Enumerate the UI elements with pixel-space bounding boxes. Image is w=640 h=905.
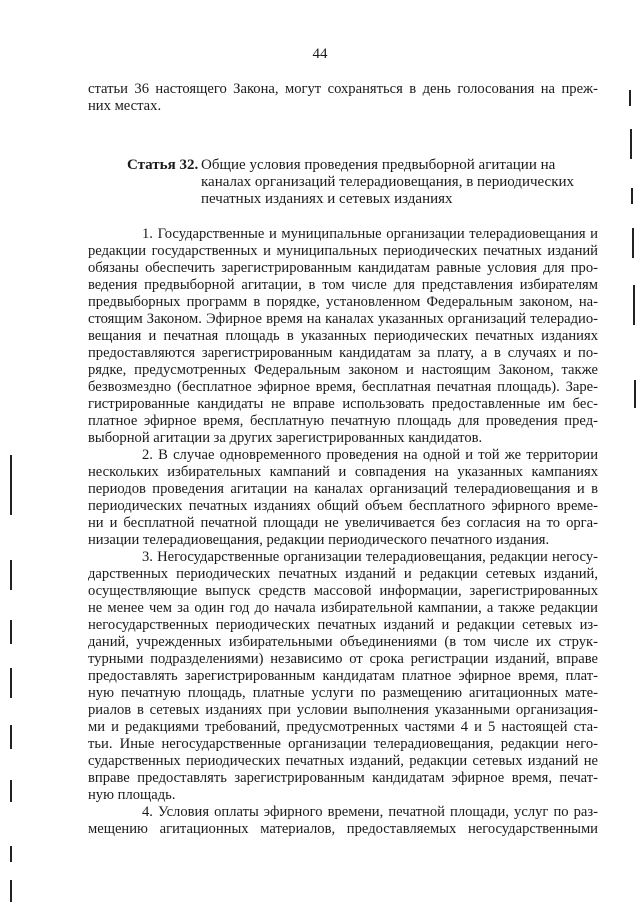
body-line: мещению агитационных материалов, предоставляемых негосударственными [88, 821, 598, 837]
body-line: редакции государственных и муниципальных периодических печатных изданий [88, 243, 598, 259]
body-line: предоставлять зарегистрированным кандидатам платное эфирное время, плат- [88, 668, 598, 684]
body-line: вправе предоставлять зарегистрированным кандидатам эфирное время, печат- [88, 770, 598, 786]
body-line: турными подразделениями) независимо от срока регистрации изданий, вправе [88, 651, 598, 667]
body-line: вещания и печатная площадь в указанных периодических печатных изданиях [88, 328, 598, 344]
margin-mark [10, 725, 12, 749]
margin-mark [631, 188, 633, 204]
margin-mark [629, 90, 631, 106]
margin-mark [10, 455, 12, 515]
body-line: ную площадь. [88, 787, 176, 803]
body-line: ми и редакциями требований, предусмотренных частями 4 и 5 настоящей ста- [88, 719, 598, 735]
margin-mark [634, 380, 636, 408]
article-title-line-1: Общие условия проведения предвыборной агитации на [201, 157, 556, 173]
body-line: выборной агитации за других зарегистрированных кандидатов. [88, 430, 483, 446]
page-number: 44 [312, 46, 328, 62]
body-line: риалов в сетевых изданиях при условии выполнения указанными организация- [88, 702, 598, 718]
body-line: предвыборных программ в порядке, установленном Федеральным законом, на- [88, 294, 598, 310]
body-line: 2. В случае одновременного проведения на одной и той же территории [142, 447, 598, 463]
body-line: ведения предвыборной агитации, в том числе для представления избирателям [88, 277, 598, 293]
body-line: предоставляются зарегистрированным кандидатам за плату, а в случаях и по- [88, 345, 598, 361]
body-line: ную печатную площадь, платные услуги по размещению агитационных мате- [88, 685, 598, 701]
body-line: рядке, предусмотренных Федеральным законом и настоящим Законом, также [88, 362, 598, 378]
article-number: Статья 32. [127, 157, 199, 173]
body-line: не менее чем за один год до начала избирательной кампании, а также редакции [88, 600, 598, 616]
margin-mark [10, 668, 12, 698]
body-line: платное эфирное время, бесплатную печатную площадь для проведения пред- [88, 413, 598, 429]
margin-mark [632, 228, 634, 258]
body-line: обязаны обеспечить зарегистрированным кандидатам равные условия для про- [88, 260, 598, 276]
body-line: низации телерадиовещания, редакции периодического печатного издания. [88, 532, 550, 548]
body-line: ни и бесплатной печатной площади не увеличивается без согласия на то орга- [88, 515, 598, 531]
margin-mark [10, 880, 12, 902]
body-line: безвозмездно (бесплатное эфирное время, бесплатная печатная площадь). Заре- [88, 379, 598, 395]
body-line: даний, учрежденных избирательными объединениями (в том числе их струк- [88, 634, 598, 650]
body-line: дарственных периодических печатных изданий и редакции сетевых изданий, [88, 566, 598, 582]
body-line: 1. Государственные и муниципальные организации телерадиовещания и [142, 226, 598, 242]
article-title-line-2: каналах организаций телерадиовещания, в периодических [201, 174, 575, 190]
body-line: тьи. Иные негосударственные организации телерадиовещания, редакции него- [88, 736, 598, 752]
margin-mark [630, 129, 632, 159]
body-line: стоящим Законом. Эфирное время на каналах указанных организаций телерадио- [88, 311, 598, 327]
margin-mark [10, 846, 12, 862]
margin-mark [10, 780, 12, 802]
body-line: периодических печатных изданиях общий объем бесплатного эфирного време- [88, 498, 598, 514]
body-line: сударственных периодических печатных изданий, редакции сетевых изданий не [88, 753, 598, 769]
body-line: периодов проведения агитации на каналах организаций телерадиовещания и в [88, 481, 598, 497]
article-title-line-3: печатных изданиях и сетевых изданиях [201, 191, 453, 207]
body-line: нескольких избирательных кампаний и совпадения на указанных кампаниях [88, 464, 598, 480]
body-line: гистрированные кандидаты не вправе использовать предоставленные им бес- [88, 396, 598, 412]
intro-line-1: статьи 36 настоящего Закона, могут сохраняться в день голосования на преж- [88, 81, 598, 97]
body-line: осуществляющие выпуск средств массовой информации, зарегистрированных [88, 583, 598, 599]
margin-mark [633, 285, 635, 325]
margin-mark [10, 560, 12, 590]
body-line: негосударственных периодических печатных изданий и редакции сетевых из- [88, 617, 598, 633]
body-line: 4. Условия оплаты эфирного времени, печатной площади, услуг по раз- [142, 804, 598, 820]
intro-line-2: них местах. [88, 98, 162, 114]
body-line: 3. Негосударственные организации телерадиовещания, редакции негосу- [142, 549, 598, 565]
margin-mark [10, 620, 12, 644]
